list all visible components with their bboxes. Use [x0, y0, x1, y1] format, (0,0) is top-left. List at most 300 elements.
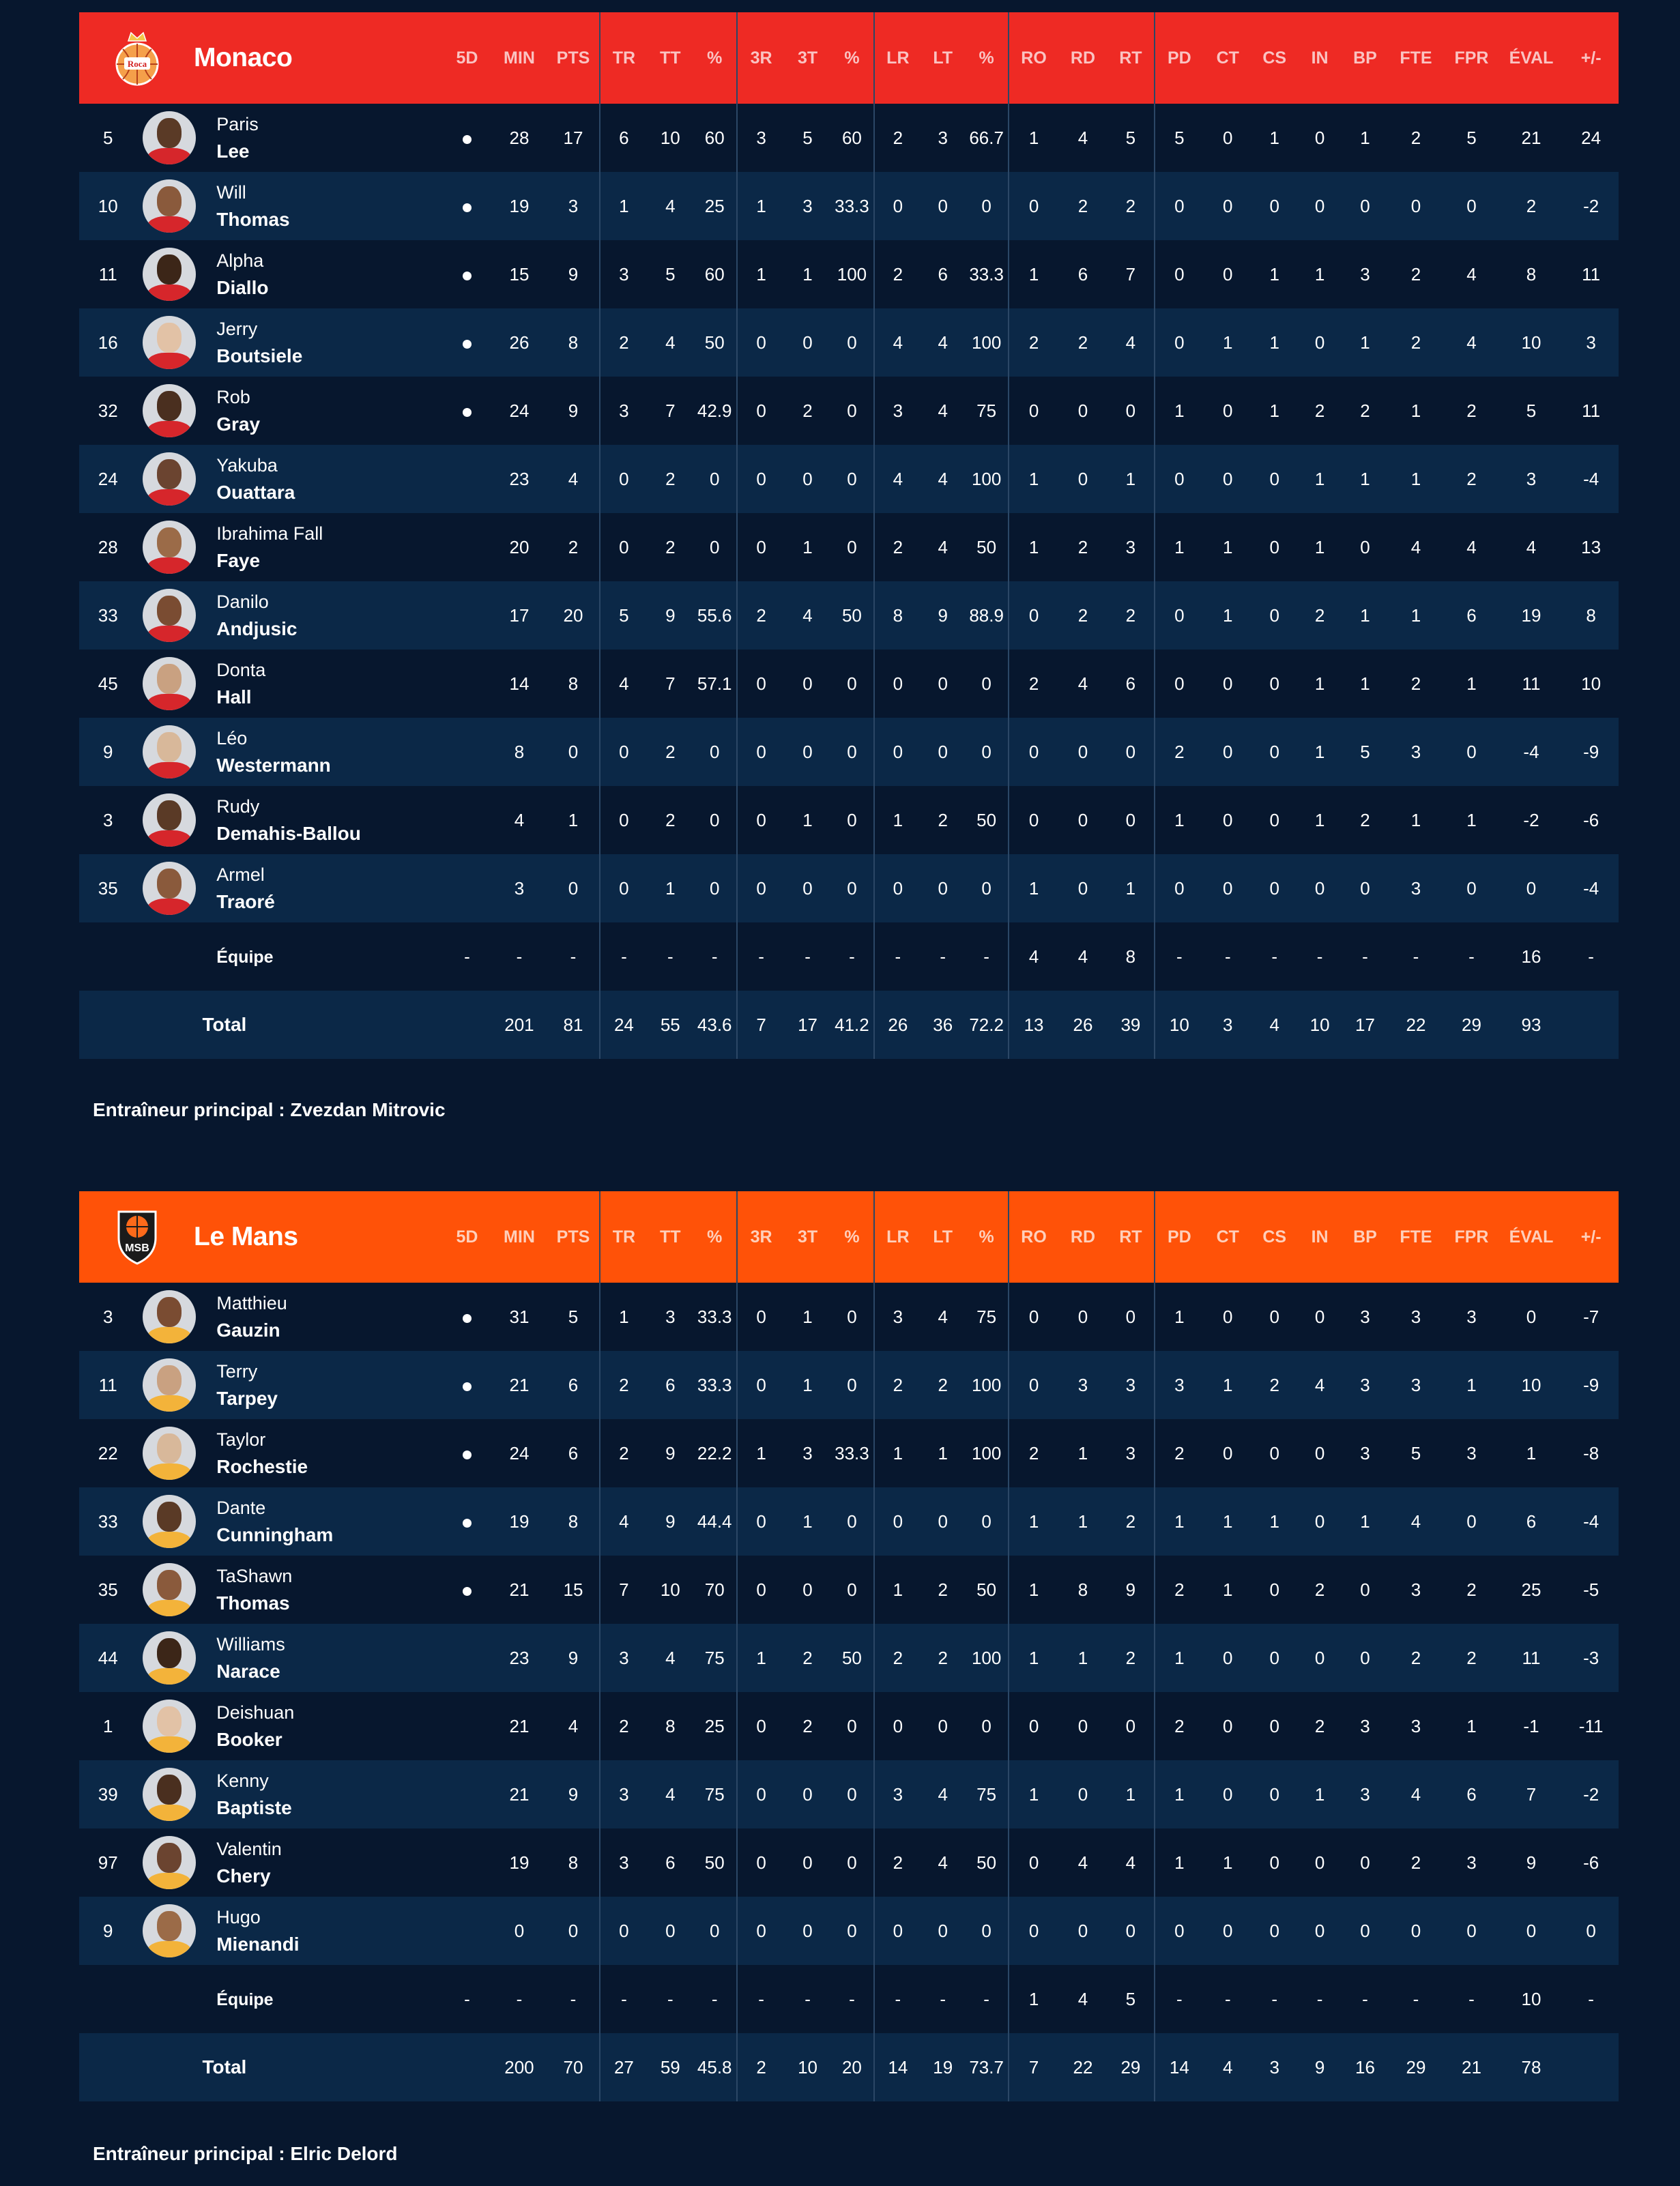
player-photo[interactable]	[143, 316, 196, 369]
starter-dot-icon	[463, 1451, 472, 1459]
player-name[interactable]	[216, 718, 443, 786]
stat-cell: 2	[600, 1351, 648, 1419]
column-header[interactable]: IN	[1311, 48, 1329, 68]
stat-cell: 0	[1269, 1852, 1279, 1873]
column-header[interactable]: TR	[600, 12, 648, 104]
player-name[interactable]	[216, 1624, 443, 1692]
column-header[interactable]: CT	[1216, 1227, 1239, 1247]
player-first-name: Yakuba	[216, 455, 278, 476]
stat-cell: -	[1271, 1988, 1278, 2009]
column-header[interactable]: ÉVAL	[1509, 1227, 1554, 1247]
msb-le-mans-shield-icon	[115, 1208, 160, 1266]
player-photo[interactable]	[143, 521, 196, 574]
lemans-head-coach: Entraîneur principal : Elric Delord	[93, 2143, 398, 2164]
player-row[interactable]	[79, 1556, 1619, 1624]
stat-cell: 0	[847, 1852, 857, 1873]
player-name[interactable]	[216, 786, 443, 854]
stat-cell: 50	[976, 536, 997, 557]
stat-cell: 17	[1355, 1014, 1375, 1035]
player-row[interactable]	[79, 1828, 1619, 1897]
player-photo[interactable]	[143, 589, 196, 642]
stat-cell: 3	[1223, 1014, 1233, 1035]
stat-cell: 10	[1521, 332, 1541, 353]
column-header[interactable]: %	[707, 1227, 723, 1247]
player-row[interactable]	[79, 240, 1619, 308]
player-photo[interactable]	[143, 248, 196, 301]
stat-cell: 4	[1077, 946, 1088, 967]
player-photo[interactable]	[143, 793, 196, 847]
stat-cell: 2	[1466, 1579, 1477, 1600]
player-row[interactable]	[79, 581, 1619, 650]
stat-cell: 6	[568, 1374, 579, 1395]
jersey-number: 11	[98, 263, 117, 285]
player-photo[interactable]	[143, 725, 196, 778]
stat-cell: 5	[1125, 127, 1136, 148]
stat-cell: 33.3	[697, 1306, 732, 1327]
jersey-number: 33	[98, 1511, 118, 1532]
stat-cell: 4	[1077, 1852, 1088, 1873]
player-photo[interactable]	[143, 452, 196, 506]
stat-cell: -	[516, 1988, 523, 2009]
stat-cell: 0	[514, 1920, 525, 1941]
stat-cell: -2	[1583, 1783, 1599, 1805]
stat-cell: -4	[1583, 468, 1599, 489]
stat-cell: 0	[847, 673, 857, 694]
player-row[interactable]	[79, 104, 1619, 172]
player-name[interactable]	[216, 377, 443, 445]
column-header[interactable]: FPR	[1454, 48, 1489, 68]
stat-cell: 2	[1466, 1647, 1477, 1668]
stat-cell: 2	[874, 1828, 921, 1897]
player-photo[interactable]	[143, 1358, 196, 1412]
column-header[interactable]: %	[707, 48, 723, 68]
player-photo[interactable]	[143, 384, 196, 437]
column-header[interactable]: PTS	[556, 1227, 590, 1247]
stat-cell: 0	[1269, 1579, 1279, 1600]
player-row[interactable]	[79, 1351, 1619, 1419]
stat-cell: 43.6	[697, 1014, 732, 1035]
stat-cell: 3	[802, 195, 813, 216]
starter-cell	[443, 1897, 491, 1965]
player-photo[interactable]	[143, 1631, 196, 1685]
stat-cell: 0	[1009, 172, 1058, 240]
stat-cell: 1	[1360, 673, 1370, 694]
stat-cell: 8	[874, 581, 921, 650]
player-name[interactable]	[216, 172, 443, 240]
player-row[interactable]	[79, 1487, 1619, 1556]
stat-cell: 42.9	[697, 400, 732, 421]
stat-cell: 0	[802, 1852, 813, 1873]
column-header[interactable]: BP	[1353, 1227, 1377, 1247]
column-header[interactable]: CS	[1262, 48, 1287, 68]
stat-cell: 0	[1223, 400, 1233, 421]
column-header[interactable]: RD	[1070, 48, 1096, 68]
player-row[interactable]	[79, 1897, 1619, 1965]
stat-cell: -	[805, 1988, 811, 2009]
stat-cell: 0	[938, 1715, 948, 1736]
stat-cell: 1	[1009, 1965, 1058, 2033]
column-header[interactable]: 5D	[456, 1227, 478, 1247]
stat-cell: 19	[509, 1511, 530, 1532]
stat-cell: 1	[1155, 377, 1204, 445]
stat-cell: 33.3	[835, 1442, 869, 1463]
stat-cell: 0	[1466, 1511, 1477, 1532]
column-header[interactable]: LR	[874, 12, 921, 104]
stat-cell: 4	[1077, 127, 1088, 148]
stat-cell: 11	[1582, 263, 1601, 285]
stat-cell	[443, 991, 491, 1059]
stat-cell: 1	[1314, 1783, 1325, 1805]
stat-cell: 11	[1582, 400, 1601, 421]
stat-cell: 2	[737, 581, 785, 650]
player-name[interactable]	[216, 445, 443, 513]
stat-cell: 1	[1125, 468, 1136, 489]
column-header[interactable]: MIN	[504, 1227, 535, 1247]
stat-cell	[443, 2033, 491, 2101]
player-photo[interactable]	[143, 111, 196, 164]
stat-cell: 4	[600, 1487, 648, 1556]
stat-cell: 0	[737, 786, 785, 854]
stat-cell: 0	[1466, 877, 1477, 899]
stat-cell: 0	[709, 877, 720, 899]
stat-cell: 0	[737, 513, 785, 581]
stat-cell: 0	[1269, 809, 1279, 830]
stat-cell: 21	[1521, 127, 1541, 148]
svg-text:Roca: Roca	[127, 59, 147, 69]
player-name[interactable]	[216, 1351, 443, 1419]
stat-cell: 0	[847, 400, 857, 421]
stat-cell: -	[1413, 1988, 1419, 2009]
total-row	[79, 991, 1619, 1059]
player-row[interactable]	[79, 786, 1619, 854]
stat-cell: 4	[1077, 1988, 1088, 2009]
column-header[interactable]: ÉVAL	[1509, 48, 1554, 68]
stat-cell: 44.4	[697, 1511, 732, 1532]
player-name[interactable]	[216, 1828, 443, 1897]
player-row[interactable]	[79, 377, 1619, 445]
player-row[interactable]	[79, 718, 1619, 786]
stat-cell: -	[1413, 946, 1419, 967]
column-header[interactable]: 3T	[797, 48, 818, 68]
player-name[interactable]	[216, 1692, 443, 1760]
player-first-name: Deishuan	[216, 1702, 295, 1723]
stat-cell: 0	[847, 1920, 857, 1941]
stat-cell: 0	[1223, 195, 1233, 216]
stat-cell: 0	[981, 1920, 991, 1941]
stat-cell: 2	[874, 513, 921, 581]
stat-cell: 0	[1223, 1783, 1233, 1805]
player-row[interactable]	[79, 650, 1619, 718]
column-header[interactable]: +/-	[1580, 1227, 1602, 1247]
stat-cell: -9	[1583, 1374, 1599, 1395]
stat-cell: 13	[1009, 991, 1058, 1059]
column-header[interactable]: %	[844, 1227, 860, 1247]
column-header[interactable]: 3R	[737, 1191, 785, 1283]
player-name[interactable]	[216, 1487, 443, 1556]
player-row[interactable]	[79, 1283, 1619, 1351]
stat-cell: 0	[568, 877, 579, 899]
player-last-name: Tarpey	[216, 1388, 278, 1409]
stat-cell: 4	[1269, 1014, 1279, 1035]
player-first-name: Rudy	[216, 796, 260, 817]
column-header[interactable]: 3T	[797, 1227, 818, 1247]
stat-cell: 1	[1314, 468, 1325, 489]
stat-cell: 7	[665, 673, 676, 694]
stat-cell: 0	[1269, 604, 1279, 626]
stat-cell: 0	[737, 1692, 785, 1760]
column-header[interactable]: RO	[1009, 12, 1058, 104]
column-header[interactable]: FTE	[1400, 48, 1432, 68]
column-header[interactable]: MIN	[504, 48, 535, 68]
player-row[interactable]	[79, 445, 1619, 513]
column-header[interactable]: +/-	[1580, 48, 1602, 68]
column-header[interactable]: PD	[1155, 12, 1204, 104]
column-header[interactable]: LT	[933, 48, 953, 68]
player-photo[interactable]	[143, 1768, 196, 1821]
player-name[interactable]	[216, 513, 443, 581]
column-header[interactable]: RT	[1119, 1227, 1142, 1247]
column-header[interactable]: 3R	[737, 12, 785, 104]
stat-cell: 19	[509, 1852, 530, 1873]
player-row[interactable]	[79, 1624, 1619, 1692]
stat-cell: 7	[665, 400, 676, 421]
stat-cell: 2	[1125, 604, 1136, 626]
stat-cell: 0	[1155, 172, 1204, 240]
stat-cell: 21	[509, 1783, 530, 1805]
stat-cell: 4	[938, 400, 948, 421]
player-name[interactable]	[216, 1897, 443, 1965]
stat-cell: 1	[1269, 127, 1279, 148]
starter-cell	[443, 1692, 491, 1760]
stat-cell: 1	[1009, 445, 1058, 513]
player-last-name: Thomas	[216, 209, 290, 230]
player-row[interactable]	[79, 1692, 1619, 1760]
player-photo[interactable]	[143, 1700, 196, 1753]
stat-cell: 24	[509, 1442, 530, 1463]
column-header[interactable]: PTS	[556, 48, 590, 68]
column-header[interactable]: BP	[1353, 48, 1377, 68]
player-row[interactable]	[79, 513, 1619, 581]
stat-cell: 8	[568, 673, 579, 694]
player-name[interactable]	[216, 240, 443, 308]
stat-cell: 4	[1410, 1511, 1421, 1532]
player-name[interactable]	[216, 1419, 443, 1487]
column-header[interactable]: %	[979, 48, 994, 68]
column-header[interactable]: TT	[660, 1227, 681, 1247]
stat-cell: 0	[938, 877, 948, 899]
player-last-name: Hall	[216, 686, 252, 708]
player-row[interactable]	[79, 854, 1619, 922]
stat-cell: 1	[737, 1624, 785, 1692]
stat-cell: 0	[1269, 195, 1279, 216]
player-name[interactable]	[216, 650, 443, 718]
stat-cell: -	[516, 946, 523, 967]
stat-cell: -5	[1583, 1579, 1599, 1600]
stat-cell: 8	[568, 1852, 579, 1873]
stat-cell: -	[805, 946, 811, 967]
column-header[interactable]: RT	[1119, 48, 1142, 68]
stat-cell: -	[667, 946, 674, 967]
column-header[interactable]: IN	[1311, 1227, 1329, 1247]
stat-cell: 2	[665, 536, 676, 557]
stat-cell: 2	[1410, 127, 1421, 148]
stat-cell: 0	[1077, 468, 1088, 489]
column-header[interactable]: RD	[1070, 1227, 1096, 1247]
player-photo[interactable]	[143, 1563, 196, 1616]
stat-cell: 0	[1077, 1920, 1088, 1941]
starter-dot-icon	[463, 203, 472, 212]
player-row[interactable]	[79, 308, 1619, 377]
stat-cell: 1	[1155, 513, 1204, 581]
stat-cell: 0	[600, 445, 648, 513]
stat-cell: 0	[1360, 195, 1370, 216]
stat-cell: 50	[841, 1647, 862, 1668]
stat-cell: 10	[1155, 991, 1204, 1059]
player-name[interactable]	[216, 104, 443, 172]
player-photo[interactable]	[143, 1495, 196, 1548]
stat-cell: 0	[1077, 809, 1088, 830]
stat-cell: 0	[1125, 741, 1136, 762]
stat-cell: 0	[1269, 1306, 1279, 1327]
player-last-name: Booker	[216, 1729, 283, 1750]
total-row	[79, 2033, 1619, 2101]
stat-cell: 0	[1466, 195, 1477, 216]
jersey-number: 16	[98, 332, 118, 353]
stat-cell: 2	[1314, 400, 1325, 421]
player-row[interactable]	[79, 172, 1619, 240]
column-header[interactable]: LR	[874, 1191, 921, 1283]
stat-cell: 1	[1526, 1442, 1537, 1463]
player-photo[interactable]	[143, 1904, 196, 1957]
jersey-number: 11	[98, 1374, 117, 1395]
column-header[interactable]: TT	[660, 48, 681, 68]
player-row[interactable]	[79, 1760, 1619, 1828]
stat-cell: 1	[1410, 400, 1421, 421]
player-last-name: Thomas	[216, 1592, 290, 1614]
player-photo[interactable]	[143, 1290, 196, 1343]
stat-cell: -	[464, 946, 470, 967]
stat-cell: 0	[1223, 127, 1233, 148]
column-header[interactable]: TR	[600, 1191, 648, 1283]
player-name[interactable]	[216, 308, 443, 377]
stat-cell: 2	[802, 1715, 813, 1736]
stat-cell: 9	[665, 1442, 676, 1463]
stat-cell: 1	[1155, 1624, 1204, 1692]
stat-cell: 8	[568, 332, 579, 353]
column-header[interactable]: %	[844, 48, 860, 68]
player-photo[interactable]	[143, 1427, 196, 1480]
stat-cell: -	[570, 946, 577, 967]
stat-cell: 2	[1077, 332, 1088, 353]
column-header[interactable]: PD	[1155, 1191, 1204, 1283]
stat-cell: 3	[1360, 1374, 1370, 1395]
stat-cell: 2	[1314, 604, 1325, 626]
stat-cell: 21	[509, 1579, 530, 1600]
stat-cell: 1	[1009, 513, 1058, 581]
stat-cell: 0	[709, 741, 720, 762]
stat-cell: 7	[737, 991, 785, 1059]
stat-cell: 2	[1155, 1556, 1204, 1624]
stat-cell: 0	[981, 877, 991, 899]
player-name[interactable]	[216, 854, 443, 922]
stat-cell: 0	[847, 1374, 857, 1395]
stat-cell: 1	[874, 786, 921, 854]
starter-dot-icon	[463, 1314, 472, 1323]
stat-cell: 100	[971, 468, 1002, 489]
stat-cell: 4	[1314, 1374, 1325, 1395]
stat-cell: 1	[874, 1419, 921, 1487]
stat-cell: 1	[802, 536, 813, 557]
stat-cell: 0	[1269, 673, 1279, 694]
player-photo[interactable]	[143, 1836, 196, 1889]
player-first-name: Alpha	[216, 250, 264, 271]
player-photo[interactable]	[143, 862, 196, 915]
starter-dot-icon	[463, 340, 472, 349]
column-header[interactable]: 5D	[456, 48, 478, 68]
stat-cell: 0	[1314, 195, 1325, 216]
stat-cell: -6	[1583, 1852, 1599, 1873]
starter-cell	[443, 1828, 491, 1897]
column-header[interactable]: %	[979, 1227, 994, 1247]
player-name[interactable]	[216, 581, 443, 650]
player-name[interactable]	[216, 1283, 443, 1351]
player-name[interactable]	[216, 1556, 443, 1624]
column-header[interactable]: FPR	[1454, 1227, 1489, 1247]
stat-cell: -4	[1583, 877, 1599, 899]
stat-cell: -	[600, 1965, 648, 2033]
stat-cell: 0	[874, 172, 921, 240]
stat-cell: 75	[704, 1783, 725, 1805]
stat-cell: 3	[874, 1283, 921, 1351]
stat-cell: 9	[1526, 1852, 1537, 1873]
stat-cell: 33.3	[969, 263, 1004, 285]
stat-cell: 3	[1466, 1852, 1477, 1873]
stat-cell: 0	[981, 741, 991, 762]
stat-cell: 50	[841, 604, 862, 626]
column-header[interactable]: FTE	[1400, 1227, 1432, 1247]
stat-cell: 2	[665, 741, 676, 762]
stat-cell: 24	[1581, 127, 1602, 148]
stat-cell: 75	[704, 1647, 725, 1668]
column-header[interactable]: CT	[1216, 48, 1239, 68]
column-header[interactable]: CS	[1262, 1227, 1287, 1247]
stat-cell: -9	[1583, 741, 1599, 762]
player-row[interactable]	[79, 1419, 1619, 1487]
jersey-number: 35	[98, 877, 118, 899]
stat-cell: 1	[1155, 1283, 1204, 1351]
column-header[interactable]: LT	[933, 1227, 953, 1247]
stat-cell: 75	[976, 1783, 997, 1805]
jersey-number: 5	[103, 127, 113, 148]
lemans-boxscore	[79, 1191, 1619, 2101]
player-name[interactable]	[216, 1760, 443, 1828]
stat-cell: 2	[1410, 1647, 1421, 1668]
starter-cell	[443, 1419, 491, 1487]
monaco-head-coach: Entraîneur principal : Zvezdan Mitrovic	[93, 1099, 446, 1120]
stat-cell: 5	[568, 1306, 579, 1327]
stat-cell: 0	[874, 854, 921, 922]
stat-cell: 0	[874, 1897, 921, 1965]
stat-cell: 0	[1410, 1920, 1421, 1941]
stat-cell: 3	[737, 104, 785, 172]
stat-cell: 1	[1223, 1579, 1233, 1600]
lemans-header-row	[79, 1191, 1619, 1283]
player-photo[interactable]	[143, 657, 196, 710]
player-photo[interactable]	[143, 179, 196, 233]
stat-cell: 1	[1223, 1374, 1233, 1395]
stat-cell: 1	[1155, 1828, 1204, 1897]
column-header[interactable]: RO	[1009, 1191, 1058, 1283]
